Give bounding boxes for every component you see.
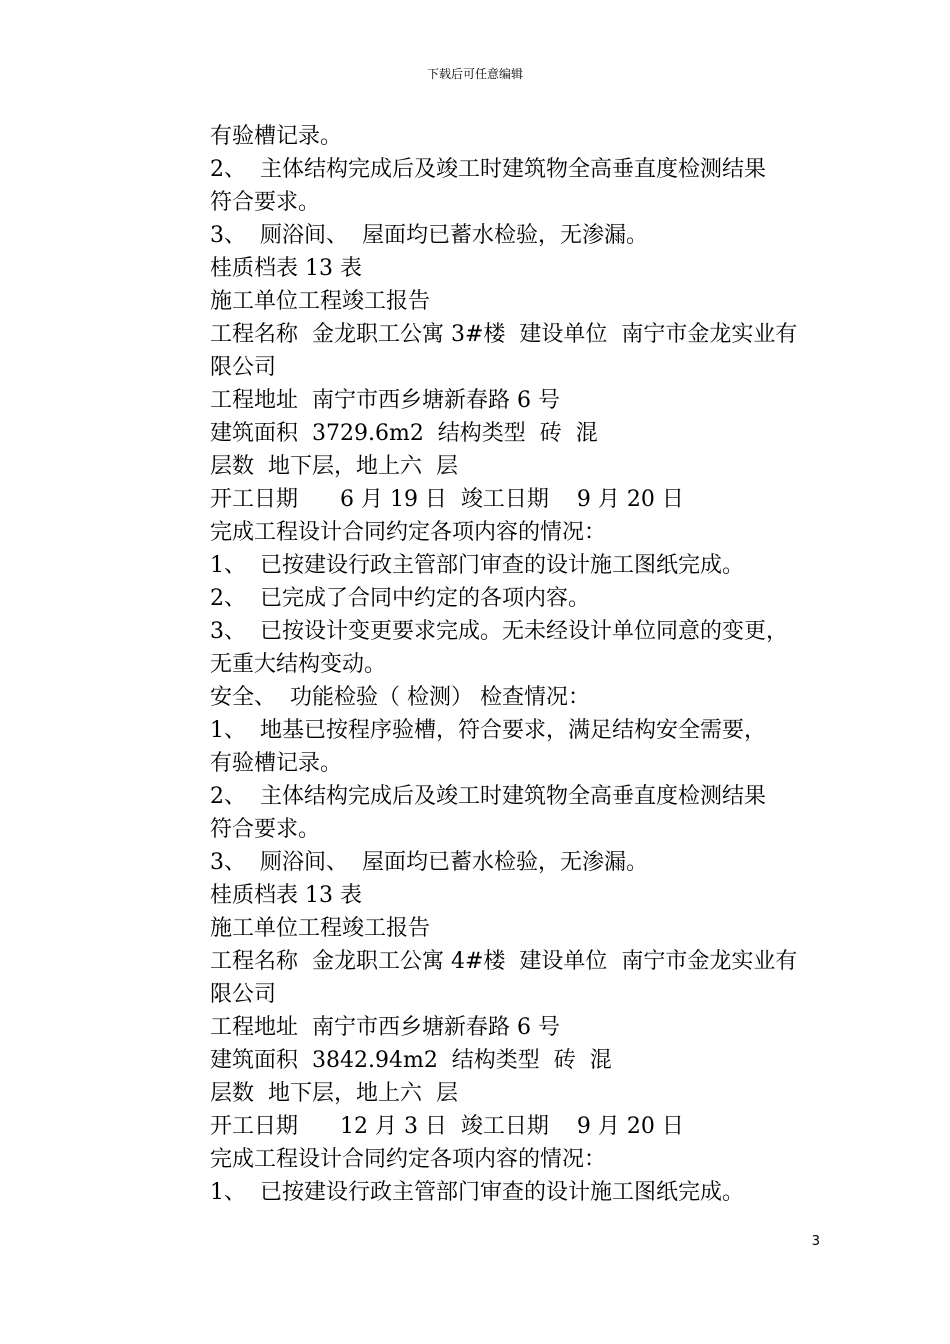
text-line: 符合要求。: [210, 817, 321, 842]
text-line: 开工日期 6 月 19 日 竣工日期 9 月 20 日: [210, 487, 684, 512]
text-line: 工程名称 金龙职工公寓 4#楼 建设单位 南宁市金龙实业有: [210, 949, 798, 974]
text-line: 2、 主体结构完成后及竣工时建筑物全高垂直度检测结果: [210, 157, 766, 182]
text-line: 2、 已完成了合同中约定的各项内容。: [210, 586, 590, 611]
text-line: 3、 厕浴间、 屋面均已蓄水检验，无渗漏。: [210, 223, 648, 248]
text-line: 工程地址 南宁市西乡塘新春路 6 号: [210, 1015, 560, 1040]
section-title: 施工单位工程竣工报告: [210, 916, 431, 941]
text-line: 1、 已按建设行政主管部门审查的设计施工图纸完成。: [210, 1180, 744, 1205]
page-number: 3: [811, 1234, 820, 1249]
text-line: 层数 地下层，地上六 层: [210, 1081, 458, 1106]
text-line: 2、 主体结构完成后及竣工时建筑物全高垂直度检测结果: [210, 784, 766, 809]
text-line: 无重大结构变动。: [210, 652, 387, 677]
text-line: 层数 地下层，地上六 层: [210, 454, 458, 479]
text-line: 1、 已按建设行政主管部门审查的设计施工图纸完成。: [210, 553, 744, 578]
text-line: 建筑面积 3729.6m2 结构类型 砖 混: [210, 421, 598, 446]
text-line: 开工日期 12 月 3 日 竣工日期 9 月 20 日: [210, 1114, 684, 1139]
text-line: 完成工程设计合同约定各项内容的情况：: [210, 520, 607, 545]
text-line: 有验槽记录。: [210, 124, 343, 149]
text-line: 建筑面积 3842.94m2 结构类型 砖 混: [210, 1048, 612, 1073]
text-line: 安全、 功能检验（ 检测） 检查情况：: [210, 685, 590, 710]
document-body: [210, 120, 830, 1209]
form-number: 桂质档表 13 表: [210, 256, 362, 281]
text-line: 完成工程设计合同约定各项内容的情况：: [210, 1147, 607, 1172]
text-line: 工程名称 金龙职工公寓 3#楼 建设单位 南宁市金龙实业有: [210, 322, 798, 347]
text-line: 1、 地基已按程序验槽，符合要求，满足结构安全需要，: [210, 718, 766, 743]
form-number: 桂质档表 13 表: [210, 883, 362, 908]
text-line: 限公司: [210, 355, 277, 380]
text-line: 有验槽记录。: [210, 751, 343, 776]
text-line: 工程地址 南宁市西乡塘新春路 6 号: [210, 388, 560, 413]
text-line: 3、 厕浴间、 屋面均已蓄水检验，无渗漏。: [210, 850, 648, 875]
text-line: 限公司: [210, 982, 277, 1007]
section-title: 施工单位工程竣工报告: [210, 289, 431, 314]
text-line: 3、 已按设计变更要求完成。无未经设计单位同意的变更，: [210, 619, 788, 644]
page-header: 下载后可任意编辑: [426, 67, 523, 81]
text-line: 符合要求。: [210, 190, 321, 215]
